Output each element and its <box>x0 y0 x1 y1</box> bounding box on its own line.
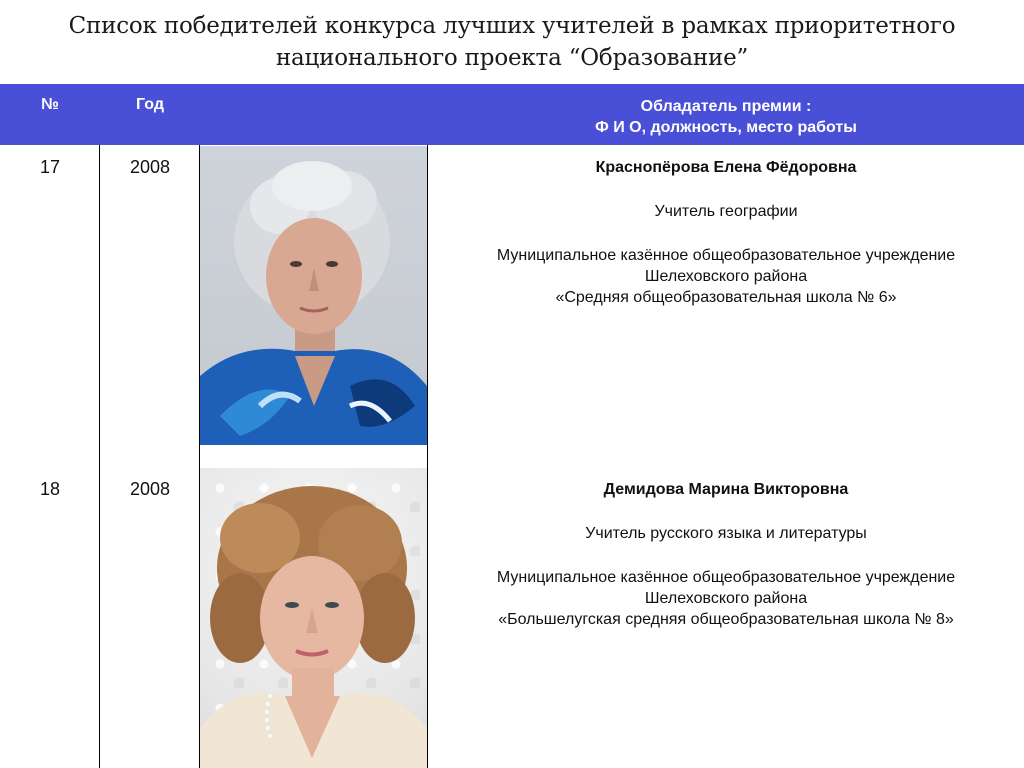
teacher-position: Учитель русского языка и литературы <box>585 525 867 542</box>
row-number: 17 <box>39 157 61 177</box>
header-owner-line-1: Обладатель премии : <box>640 98 812 115</box>
workplace-line-3: «Средняя общеобразовательная школа № 6» <box>555 289 897 306</box>
teacher-photo <box>200 468 427 768</box>
page-title <box>0 10 1024 74</box>
teacher-name: Краснопёрова Елена Фёдоровна <box>595 159 857 176</box>
teacher-position: Учитель географии <box>654 203 798 220</box>
teacher-info <box>428 157 1024 308</box>
header-owner-line-2: Ф И О, должность, место работы <box>595 119 857 136</box>
header-number: № <box>41 96 59 113</box>
workplace-line-2: Шелеховского района <box>644 590 808 607</box>
workplace-line-1: Муниципальное казённое общеобразовательное учреждение <box>496 247 956 264</box>
page-title-line-2: национального проекта “Образование” <box>275 45 749 71</box>
row-year: 2008 <box>129 157 171 177</box>
header-year: Год <box>136 96 164 113</box>
header-owner <box>428 96 1024 138</box>
column-divider <box>99 145 100 768</box>
table-header <box>0 84 1024 145</box>
workplace-line-1: Муниципальное казённое общеобразовательное учреждение <box>496 569 956 586</box>
teacher-workplace <box>428 245 1024 308</box>
row-number: 18 <box>39 479 61 499</box>
workplace-line-2: Шелеховского района <box>644 268 808 285</box>
page-title-line-1: Список победителей конкурса лучших учителей в рамках приоритетного <box>68 13 956 39</box>
workplace-line-3: «Большелугская средняя общеобразовательная школа № 8» <box>498 611 954 628</box>
teacher-workplace <box>428 567 1024 630</box>
teacher-info <box>428 479 1024 630</box>
teacher-photo <box>200 146 427 445</box>
teacher-name: Демидова Марина Викторовна <box>603 481 849 498</box>
row-year: 2008 <box>129 479 171 499</box>
